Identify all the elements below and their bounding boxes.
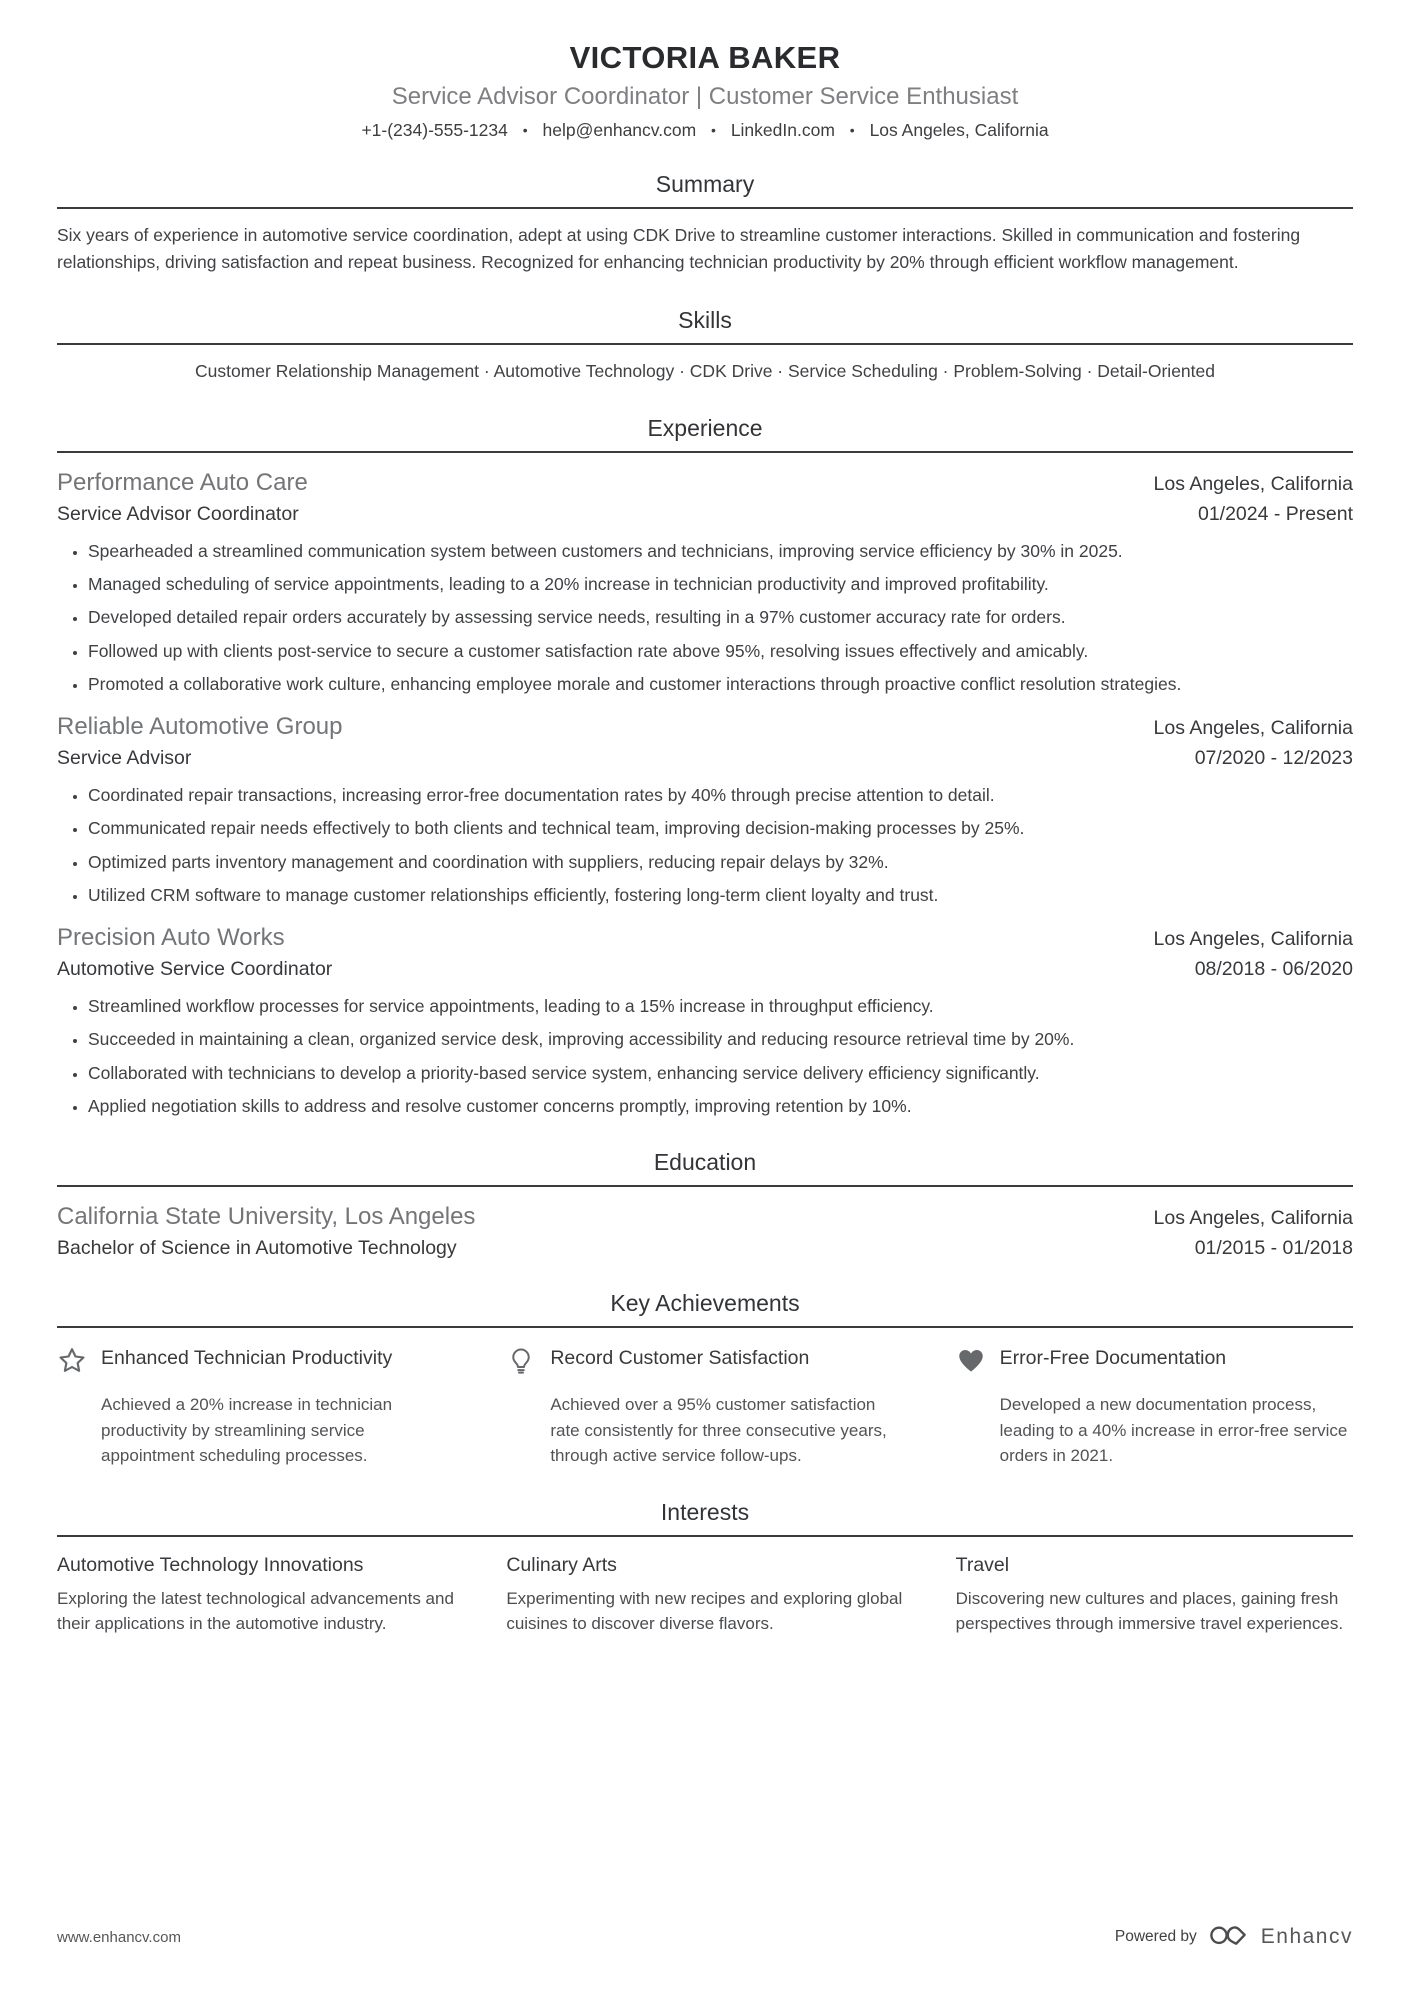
interests-heading: Interests: [660, 1498, 750, 1525]
job-dates: 01/2024 - Present: [1197, 502, 1353, 525]
interests-section: [57, 1499, 1353, 1637]
job-bullet: • Communicated repair needs effectively to both clients and technical team, improving decision-making processes by 25%.: [88, 815, 1353, 841]
summary-section: [57, 171, 1353, 277]
interest-item: [956, 1554, 1353, 1637]
achievements-heading: Key Achievements: [610, 1290, 800, 1317]
job-bullet: • Succeeded in maintaining a clean, organized service desk, improving accessibility and reducing resource retrieval time by 20%.: [88, 1026, 1353, 1052]
job-location: Los Angeles, California: [1153, 472, 1353, 495]
contact-separator: •: [711, 122, 716, 138]
powered-by-link[interactable]: [1115, 1921, 1353, 1953]
job-title: Service Advisor: [57, 747, 192, 770]
interest-title: Culinary Arts: [506, 1553, 617, 1576]
interest-item: [506, 1554, 903, 1637]
section-divider: [57, 1185, 1353, 1187]
interest-text: Exploring the latest technological advancements and their applications in the automotive industry.: [57, 1588, 454, 1634]
section-divider: [57, 451, 1353, 453]
powered-by-label: Powered by: [1114, 1928, 1197, 1945]
education-heading: Education: [653, 1149, 757, 1176]
job-bullet: • Managed scheduling of service appointments, leading to a 20% increase in technician productivity and improved profitability.: [88, 571, 1353, 597]
achievement-item: [956, 1345, 1353, 1469]
job-bullet-list: [57, 538, 1353, 697]
skills-list: Customer Relationship Management · Automotive Technology · CDK Drive · Service Scheduling · Problem-Solving · Detail-Oriented: [195, 360, 1215, 381]
job-dates: 08/2018 - 06/2020: [1194, 958, 1353, 981]
summary-text: Six years of experience in automotive service coordination, adept at using CDK Drive to streamline customer interactions. Skilled in communication and fostering relationships, driving satisfaction and repeat business. Recognized for enhancing technician productivity by 20% through efficient workflow management.: [57, 225, 1301, 273]
section-divider: [57, 207, 1353, 209]
job-bullet: • Followed up with clients post-service to secure a customer satisfaction rate above 95%, resolving issues effectively and amicably.: [88, 638, 1353, 664]
job-title: Service Advisor Coordinator: [57, 502, 299, 525]
job-bullet-list: [57, 993, 1353, 1119]
job-bullet: • Collaborated with technicians to develop a priority-based service system, enhancing service delivery efficiency significantly.: [88, 1060, 1353, 1086]
achievement-title: Error-Free Documentation: [999, 1347, 1227, 1370]
job-bullet: • Spearheaded a streamlined communication system between customers and technicians, improving service efficiency by 30% in 2025.: [88, 538, 1353, 564]
interest-text: Experimenting with new recipes and exploring global cuisines to discover diverse flavors.: [506, 1588, 903, 1634]
school-name: California State University, Los Angeles: [57, 1203, 476, 1231]
job-bullet: • Promoted a collaborative work culture, enhancing employee morale and customer interactions through proactive conflict resolution strategies.: [88, 671, 1353, 697]
enhancv-wordmark: Enhancv: [1260, 1925, 1353, 1948]
enhancv-logo-icon: [1209, 1921, 1249, 1953]
summary-heading: Summary: [655, 171, 755, 197]
school-location: Los Angeles, California: [1153, 1207, 1353, 1230]
experience-entry: [57, 924, 1353, 1119]
contact-separator: •: [522, 122, 528, 138]
experience-entry: [57, 713, 1353, 908]
section-divider: [57, 1326, 1353, 1328]
email-link[interactable]: help@enhancv.com: [542, 120, 697, 140]
interest-title: Travel: [955, 1553, 1010, 1576]
star-icon: [57, 1345, 101, 1381]
section-divider: [57, 343, 1353, 345]
page-footer: [0, 1921, 1410, 1995]
candidate-location: Los Angeles, California: [869, 120, 1049, 140]
job-title: Automotive Service Coordinator: [57, 958, 333, 981]
skills-heading: Skills: [678, 306, 732, 333]
resume-header: [57, 40, 1353, 141]
job-location: Los Angeles, California: [1153, 928, 1353, 951]
achievement-title: Record Customer Satisfaction: [550, 1347, 810, 1370]
achievements-section: [57, 1290, 1353, 1469]
company-name: Precision Auto Works: [57, 924, 285, 952]
achievement-text: Developed a new documentation process, leading to a 40% increase in error-free service orders in 2021.: [999, 1395, 1348, 1466]
achievement-text: Achieved a 20% increase in technician productivity by streamlining service appointment scheduling processes.: [101, 1395, 393, 1466]
job-bullet: • Streamlined workflow processes for service appointments, leading to a 15% increase in throughput efficiency.: [88, 993, 1353, 1019]
lightbulb-icon: [506, 1345, 550, 1381]
job-location: Los Angeles, California: [1153, 717, 1353, 740]
degree-name: Bachelor of Science in Automotive Technology: [57, 1237, 457, 1260]
company-name: Performance Auto Care: [57, 468, 308, 496]
company-name: Reliable Automotive Group: [57, 713, 343, 741]
job-bullet: • Utilized CRM software to manage customer relationships efficiently, fostering long-term client loyalty and trust.: [88, 882, 1353, 908]
experience-entry: [57, 469, 1353, 697]
interest-title: Automotive Technology Innovations: [57, 1553, 364, 1576]
education-entry: [57, 1203, 1353, 1260]
job-bullet-list: [57, 782, 1353, 908]
education-dates: 01/2015 - 01/2018: [1194, 1237, 1353, 1260]
education-section: [57, 1149, 1353, 1260]
contact-separator: •: [849, 122, 855, 138]
job-bullet: • Optimized parts inventory management and coordination with suppliers, reducing repair delays by 32%.: [88, 849, 1353, 875]
contact-row: [57, 120, 1353, 141]
skills-section: [57, 307, 1353, 385]
experience-section: [57, 415, 1353, 1119]
job-bullet: • Applied negotiation skills to address and resolve customer concerns promptly, improving retention by 10%.: [88, 1093, 1353, 1119]
achievement-item: [506, 1345, 903, 1469]
heart-icon: [956, 1345, 1000, 1381]
achievement-title: Enhanced Technician Productivity: [101, 1347, 393, 1370]
experience-heading: Experience: [647, 414, 763, 441]
linkedin-link[interactable]: LinkedIn.com: [730, 120, 835, 140]
job-bullet: • Developed detailed repair orders accurately by assessing service needs, resulting in a 97% customer accuracy rate for orders.: [88, 604, 1353, 630]
phone-number[interactable]: +1-(234)-555-1234: [361, 120, 508, 140]
footer-site-url: www.enhancv.com: [57, 1928, 181, 1946]
section-divider: [57, 1535, 1353, 1537]
candidate-name: VICTORIA BAKER: [569, 40, 841, 75]
achievement-text: Achieved over a 95% customer satisfaction rate consistently for three consecutive years, through active service follow-ups.: [550, 1395, 887, 1466]
job-bullet: • Coordinated repair transactions, increasing error-free documentation rates by 40% through precise attention to detail.: [88, 782, 1353, 808]
interest-item: [57, 1554, 454, 1637]
job-dates: 07/2020 - 12/2023: [1194, 747, 1353, 770]
candidate-headline: Service Advisor Coordinator | Customer Service Enthusiast: [391, 83, 1019, 110]
achievement-item: [57, 1345, 454, 1469]
interest-text: Discovering new cultures and places, gaining fresh perspectives through immersive travel experiences.: [955, 1588, 1344, 1634]
